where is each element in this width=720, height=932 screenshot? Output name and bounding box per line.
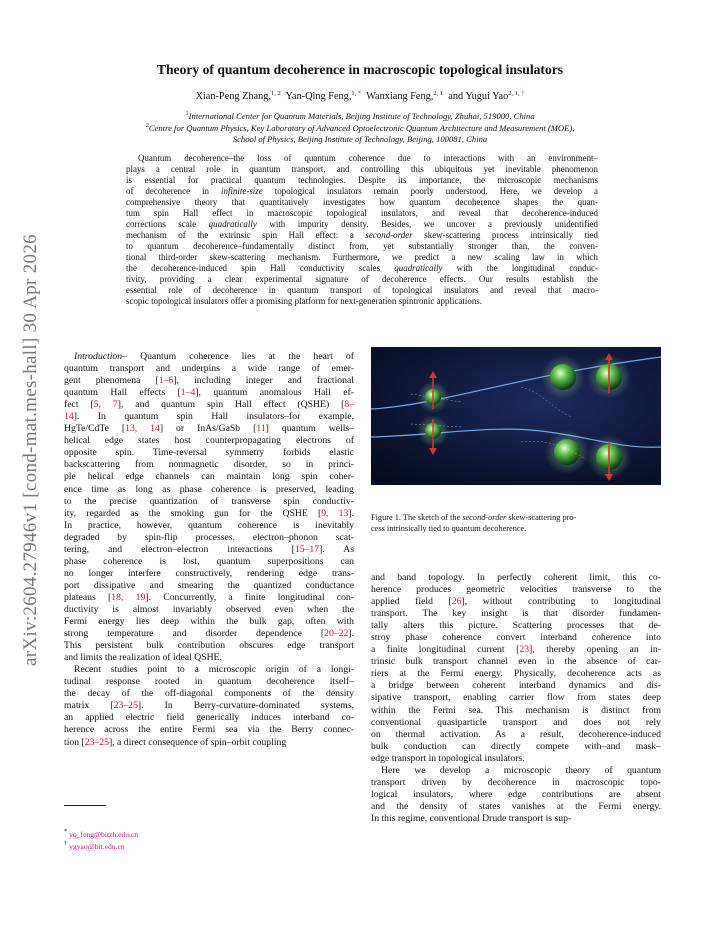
text-line: fect [5, 7], and quantum spin Hall effect (QSHE) [8– (64, 399, 355, 411)
text-line: edge transport in topological insulators. (371, 752, 525, 764)
arxiv-identifier: arXiv:2604.27946v1 [cond-mat.mes-hall] 30 Apr 2026 (20, 234, 41, 666)
text-line: applied field [26], without contributing to longitudinal (371, 596, 661, 608)
author-list (0, 90, 720, 102)
text-line: the decay of the off-diagonal components of the density (64, 688, 354, 700)
text-line: mechanism of the extrinsic spin Hall effect: a second-order skew-scattering process intrinsically tied (126, 230, 598, 240)
text-line: quantum Hall effects [1–4], quantum anomalous Hall ef- (64, 387, 354, 399)
text-line: Here we develop a microscopic theory of quantum (381, 764, 661, 776)
text-line: to quantum decoherence–fundamentally distinct from, yet substantially stronger than, the conven- (126, 241, 598, 251)
text-line: ple helical edge channels can maintain long spin coher- (64, 471, 354, 483)
author: Yan-Qing Feng,$^{1, *}$ (285, 90, 362, 102)
text-line: logical insulators, where edge contributions are absent (371, 788, 661, 800)
scatterer-ball (554, 439, 580, 465)
text-line: herence across the entire Fermi sea via the Berry connec- (64, 724, 354, 736)
email-link[interactable]: yq_feng@bitzh.edu.cn (69, 830, 139, 839)
footnote-rule (64, 805, 106, 806)
text-line: phase coherence is lost, quantum superpositions can (64, 555, 354, 567)
text-line: Quantum decoherence–the loss of quantum coherence due to interactions with an environment– (138, 153, 598, 163)
affiliation: $^2$Centre for Quantum Physics, Key Laboratory of Advanced Optoelectronic Quantum Architecture and Measurement (MOE), (145, 122, 575, 133)
text-line: port dissipative and smearing the quantized conductance (64, 579, 354, 591)
left-column-text (64, 351, 354, 749)
text-line: a finite longitudinal current [23], thereby opening an in- (371, 644, 661, 656)
text-line: plateaus [18, 19]. Concurrently, a finite longitudinal con- (64, 591, 355, 603)
text-line: tional third-order skew-scattering mechanism. Furthermore, we predict a new scaling law in which (126, 252, 598, 262)
text-line: Introduction– Quantum coherence lies at the heart of (74, 351, 354, 362)
text-line: and the density of states vanishes at the Fermi energy. (371, 800, 661, 812)
author: Wanxiang Feng,$^{2, 1}$ (366, 90, 444, 102)
text-line: scopic topological insulators offer a promising platform for next-generation spintronic applications. (126, 296, 483, 306)
author: Xian-Peng Zhang,$^{1, 2}$ (195, 90, 281, 102)
text-line: transport driven by decoherence in macroscopic topo- (371, 776, 661, 788)
text-line: of decoherence in infinite-size topological insulators remain poorly understood. Here, we develop a (126, 186, 598, 196)
footnote: † ygyao@bit.edu.cn (64, 840, 125, 851)
text-line: tivity, providing a clear experimental signature of decoherence effects. Our results establish the (126, 274, 598, 284)
text-line: quantum transport and underpins a wide range of emer- (64, 363, 354, 375)
text-line: degraded by spin-flip processes, electron–phonon scat- (64, 531, 354, 543)
text-line: on thermal activation. As a result, decoherence-induced (371, 728, 661, 740)
text-line: tum spin Hall effect in macroscopic topological insulators, and reveal that decoherence-induced (126, 208, 598, 218)
text-line: corrections scale quadratically with impurity density. Besides, we uncover a previously unidentified (126, 219, 598, 229)
text-line: tally alters this picture. Scattering processes that de- (371, 620, 661, 632)
text-line: backscattering from nonmagnetic disorder, so in princi- (64, 459, 354, 471)
text-line: HgTe/CdTe [13, 14] or InAs/GaSb [11] quantum wells– (64, 423, 355, 435)
text-line: to the precise quantization of transverse spin conductiv- (64, 495, 354, 507)
text-line: essential role of decoherence in quantum transport of topological insulators and reveal that macro- (126, 285, 598, 295)
paper-title: Theory of quantum decoherence in macroscopic topological insulators (156, 62, 564, 77)
text-line: ity, regarded as the smoking gun for the QSHE [9, 13]. (64, 507, 354, 519)
text-line: herence produces geometric velocities transverse to the (371, 584, 661, 596)
text-line: gent phenomena [1–6], including integer and fractional (64, 375, 354, 387)
text-line: comprehensive theory that quantitatively investigates how quantum decoherence shapes the quan- (126, 197, 598, 207)
text-line: 14]. In quantum spin Hall insulators–for example, (64, 411, 354, 423)
text-line: helical edge states host counterpropagating electrons of (64, 435, 354, 447)
abstract (126, 153, 598, 307)
text-line: and limits the realization of ideal QSHE. (64, 652, 222, 664)
author: and Yugui Yao$^{2, 1, \dagger}$ (448, 90, 525, 102)
footnote: * yq_feng@bitzh.edu.cn (64, 828, 139, 839)
text-line: tudinal response rooted in quantum decoherence itself– (64, 676, 354, 688)
text-line: transport. The key insight is that disorder fundamen- (371, 608, 661, 620)
text-line: a bridge between coherent interband dynamics and dis- (371, 680, 661, 692)
text-line: an applied electric field generically induces interband co- (64, 712, 354, 724)
text-line: strong temperature and disorder dependence [20–22]. (64, 628, 354, 640)
text-line: trinsic bulk transport channel even in the absence of car- (371, 656, 661, 668)
text-line: within the Fermi sea. This mechanism is distinct from (371, 704, 661, 716)
text-line: In practice, however, quantum coherence is inevitably (64, 519, 354, 531)
text-line: and band topology. In perfectly coherent limit, this co- (371, 572, 661, 583)
text-line: tering, and electron–electron interactions [15–17]. As (64, 543, 354, 555)
text-line: no longer interfere constructively, rendering edge trans- (64, 567, 354, 579)
text-line: is essential for practical quantum technologies. Despite its importance, the microscopic mechanisms (126, 175, 598, 185)
text-line: ductivity is almost invariably observed even when the (64, 603, 354, 615)
text-line: sipative transport, enabling carrier flow from states deep (371, 692, 661, 704)
right-column-text (371, 572, 661, 825)
text-line: stroy phase coherence convert interband coherence into (371, 632, 661, 644)
scatterer-ball (550, 364, 576, 390)
text-line: bulk conduction can directly compete with–and mask– (371, 740, 661, 752)
text-line: In this regime, conventional Drude transport is sup- (371, 812, 572, 824)
figure-1-sketch (371, 347, 661, 485)
text-line: the decoherence-induced spin Hall conductivity scales quadratically with the longitudinal conduc- (126, 263, 598, 273)
text-line: conventional quasiparticle transport and does not rely (371, 716, 661, 728)
figure-caption: Figure 1. The sketch of the second-order skew-scattering pro- cess intrinsically tied to quantum decoherence. (371, 513, 577, 533)
email-link[interactable]: ygyao@bit.edu.cn (69, 842, 125, 851)
text-line: ence time as long as phase coherence is preserved, leading (64, 483, 354, 495)
affiliation: $^1$International Center for Quantum Materials, Beijing Institute of Technology, Zhuhai, 519000, China (185, 110, 535, 121)
text-line: tion [23–25], a direct consequence of spin–orbit coupling (64, 736, 287, 748)
text-line: matrix [23–25]. In Berry-curvature-dominated systems, (64, 700, 355, 712)
text-line: opposite spin. Time-reversal symmetry forbids elastic (64, 447, 354, 459)
text-line: Fermi energy lies deep within the bulk gap, often with (64, 616, 354, 628)
text-line: plays a central role in quantum transport, and controlling this ubiquitous yet inevitable phenomenon (126, 164, 598, 174)
affiliation: School of Physics, Beijing Institute of Technology, Beijing, 100081, China (232, 134, 488, 144)
text-line: riers at the Fermi energy. Physically, decoherence acts as (371, 668, 661, 680)
text-line: Recent studies point to a microscopic origin of a longi- (74, 664, 354, 676)
text-line: This persistent bulk contribution obscures edge transport (64, 640, 354, 652)
